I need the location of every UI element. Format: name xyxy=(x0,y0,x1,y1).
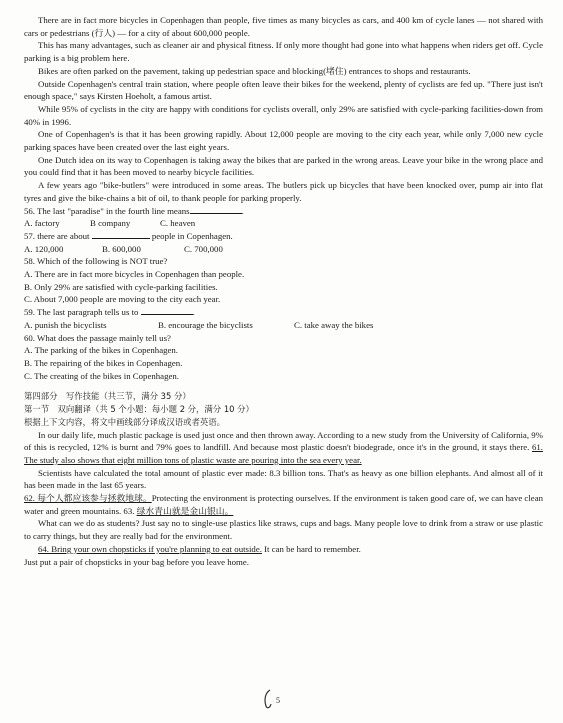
question-58: 58. Which of the following is NOT true? xyxy=(24,256,168,267)
page-number: 5 xyxy=(276,696,280,705)
underlined-sentence-64: 64. Bring your own chopsticks if you're planning to eat outside. xyxy=(38,543,262,554)
section1-heading: 第一节 双向翻译（共 5 个小题：每小题 2 分，满分 10 分） xyxy=(24,404,254,415)
question-56-end: . xyxy=(241,205,244,216)
answer-blank[interactable] xyxy=(190,205,242,214)
question-56-options xyxy=(24,217,543,230)
passage-paragraph-6: One of Copenhagen's is that it has been growing rapidly. About 12,000 people are moving to the city each year, while only 7,000 new cycle parking spaces have been created over the last eight years. xyxy=(24,129,543,153)
passage-paragraph-3: Bikes are often parked on the pavement, taking up pedestrian space and blocking(堵住) entrances to shops and restaurants. xyxy=(38,65,471,76)
passage-paragraph-8: A few years ago "bike-butlers" were introduced in some areas. The butlers pick up bicycles that have been knocked over, pump air into flat tyres and give the bike-chains a bit of oil, to thank people for parking properly. xyxy=(24,180,543,203)
passage-paragraph-1: There are in fact more bicycles in Copenhagen than people, five times as many bicycles as cars, and 400 km of cycle lanes — not shared with cars or pedestrians (行人) — for a city of about 600,000 people. xyxy=(24,15,543,38)
option-a[interactable]: A. There are in fact more bicycles in Copenhagen than people. xyxy=(24,269,245,280)
option-a[interactable]: A. 120,000 xyxy=(24,243,64,254)
translation-instruction: 根据上下文内容，将文中画线部分译成汉语或者英语。 xyxy=(24,416,225,427)
option-c[interactable]: C. take away the bikes xyxy=(294,319,374,330)
answer-blank[interactable] xyxy=(141,306,195,318)
option-b[interactable]: B. 600,000 xyxy=(102,243,141,254)
section-gap xyxy=(24,382,543,390)
question-57-end: people in Copenhagen. xyxy=(151,230,233,241)
option-c[interactable]: C. The creating of the bikes in Copenhagen. xyxy=(24,370,179,381)
question-57 xyxy=(24,230,543,243)
question-57-options xyxy=(24,243,543,256)
question-59-end: . xyxy=(192,307,195,318)
question-56 xyxy=(24,205,543,218)
question-59 xyxy=(24,306,543,319)
translation-paragraph-1 xyxy=(24,429,543,467)
question-56-stem: 56. The last "paradise" in the fourth line means xyxy=(24,205,190,216)
part4-heading: 第四部分 写作技能（共三节，满分 35 分） xyxy=(24,391,191,402)
question-59-stem: 59. The last paragraph tells us to xyxy=(24,307,139,318)
translation-paragraph-5 xyxy=(24,543,543,556)
option-b[interactable]: B. Only 29% are satisfied with cycle-parking facilities. xyxy=(24,281,218,292)
underlined-sentence-61: 61. The study also shows that eight million tons of plastic waste are pouring into the sea every year. xyxy=(24,442,543,465)
option-c[interactable]: C. About 7,000 people are moving to the city each year. xyxy=(24,294,221,305)
option-b[interactable]: B. The repairing of the bikes in Copenhagen. xyxy=(24,357,183,368)
question-60: 60. What does the passage mainly tell us? xyxy=(24,332,171,343)
option-a[interactable]: A. factory xyxy=(24,218,60,229)
answer-blank[interactable] xyxy=(92,230,150,239)
option-a[interactable]: A. The parking of the bikes in Copenhagen. xyxy=(24,345,178,356)
pen-stroke-mark xyxy=(262,688,274,710)
question-number-63: 63. xyxy=(123,505,137,516)
translation-text: It can be hard to remember. xyxy=(261,543,361,554)
translation-paragraph-2: Scientists have calculated the total amount of plastic ever made: 8.3 billion tons. That's as heavy as one billion elephants. And almost all of it has been made in the last 65 years. xyxy=(24,467,543,491)
translation-text: Protecting the environment is protecting ourselves. If the environment is taken good care of, we can have clean water and green mountains. xyxy=(24,493,543,516)
translation-paragraph-6: Just put a pair of chopsticks in your bag before you leave home. xyxy=(24,556,249,567)
option-c[interactable]: C. 700,000 xyxy=(184,243,223,254)
passage-paragraph-5: While 95% of cyclists in the city are happy with conditions for cyclists overall, only 29% are satisfied with cycle-parking facilities-down from 40% in 1996. xyxy=(24,103,543,127)
question-57-stem: 57. there are about xyxy=(24,230,90,241)
passage-paragraph-7: One Dutch idea on its way to Copenhagen is taking away the bikes that are parked in the wrong areas. Leave your bike in the wrong place and you could find that it has been moved to nearby bicycle facilities. xyxy=(24,154,543,178)
passage-paragraph-2: This has many advantages, such as cleaner air and physical fitness. If only more thought had gone into what happens when riders get off. Cycle parking is a big problem here. xyxy=(24,40,543,64)
question-59-options xyxy=(24,319,543,332)
option-a[interactable]: A. punish the bicyclists xyxy=(24,319,107,330)
underlined-sentence-63: 绿水青山就是金山银山。 xyxy=(136,505,234,516)
option-b[interactable]: B. encourage the bicyclists xyxy=(158,319,253,330)
translation-paragraph-3 xyxy=(24,492,543,517)
passage-paragraph-4: Outside Copenhagen's central train station, where people often leave their bikes for the weekend, plenty of cyclists are fed up. "There just isn't enough space," says Kirsten Hoeholt, a famous artist. xyxy=(24,78,543,102)
option-c[interactable]: C. heaven xyxy=(160,218,196,229)
translation-paragraph-4: What can we do as students? Just say no to single-use plastics like straws, cups and bags. Many people love to drink from a straw or use plastic to carry things, but they are really bad for the environment. xyxy=(24,518,543,542)
translation-text: In our daily life, much plastic package is used just once and then thrown away. According to a new study from the University of California, 9% of this is recycled, 12% is burnt and 79% goes to landfill. And because most plastic doesn't biodegrade, once it's in the ground, it stays there. xyxy=(24,429,543,453)
underlined-sentence-62: 62. 每个人都应该参与拯救地球。 xyxy=(24,493,152,504)
option-b[interactable]: B company xyxy=(90,218,131,229)
